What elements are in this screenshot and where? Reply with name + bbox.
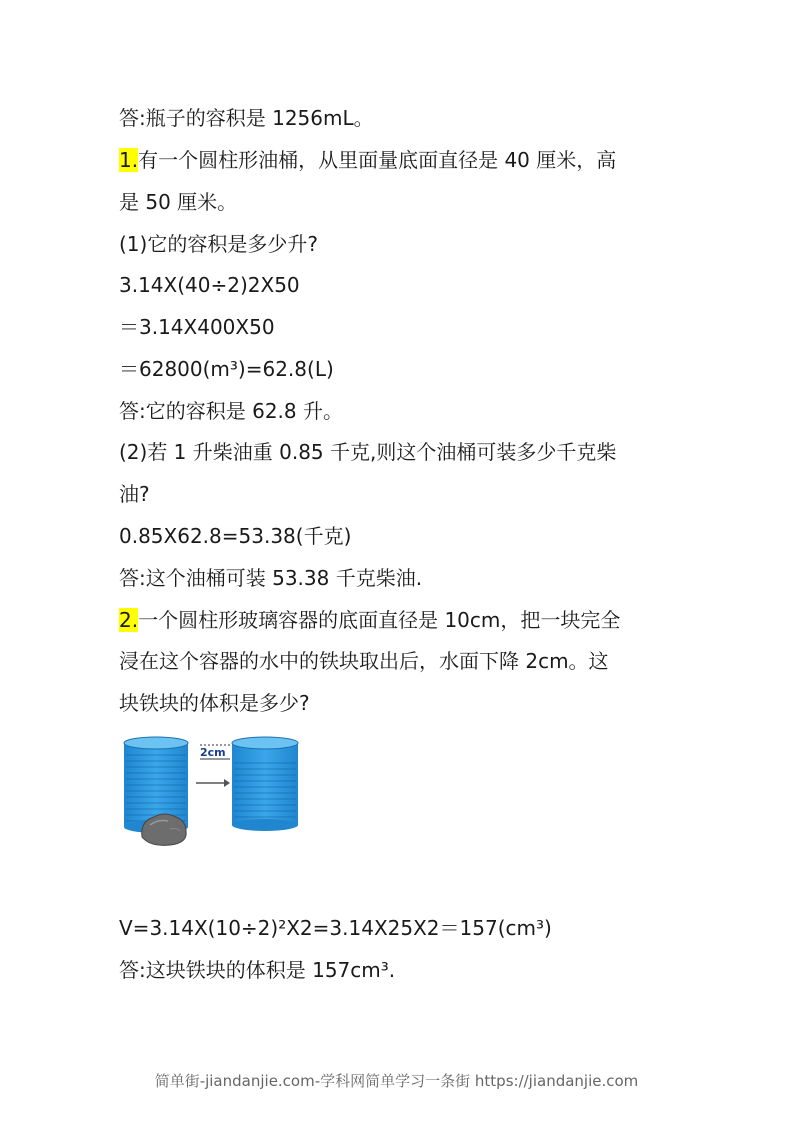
answer-line-2: 答:这个油桶可装 53.38 千克柴油.	[119, 566, 423, 590]
drop-label: 2cm	[200, 746, 226, 759]
question-1-line-1: 1.有一个圆柱形油桶，从里面量底面直径是 40 厘米，高	[119, 148, 617, 172]
answer-line-bottle: 答:瓶子的容积是 1256mL。	[119, 106, 374, 130]
volume-calc-line: V=3.14X(10÷2)²X2=3.14X25X2＝157(cm³)	[119, 916, 552, 940]
question-2-line-3: 块铁块的体积是多少?	[119, 691, 310, 715]
drop-marker	[200, 745, 230, 759]
answer-line-1: 答:它的容积是 62.8 升。	[119, 399, 343, 423]
calc-line-2: ＝3.14X400X50	[119, 315, 275, 339]
page-footer: 简单街-jiandanjie.com-学科网简单学习一条街 https://jiandanjie.com	[154, 1072, 639, 1090]
question-number-highlight: 2.	[119, 608, 139, 632]
question-1-line-2: 是 50 厘米。	[119, 190, 238, 214]
calc-line-1: 3.14X(40÷2)2X50	[119, 273, 300, 297]
question-number-highlight: 1.	[119, 148, 139, 172]
calc-line-3: ＝62800(m³)=62.8(L)	[119, 357, 334, 381]
arrow-right-icon	[196, 779, 230, 787]
sub-question-2-line-1: (2)若 1 升柴油重 0.85 千克,则这个油桶可装多少千克柴	[119, 440, 617, 464]
answer-line-3: 答:这块铁块的体积是 157cm³.	[119, 958, 396, 982]
question-2-line-1: 2.一个圆柱形玻璃容器的底面直径是 10cm，把一块完全	[119, 608, 621, 632]
question-2-line-2: 浸在这个容器的水中的铁块取出后，水面下降 2cm。这	[119, 649, 609, 673]
sub-question-2-line-2: 油?	[119, 482, 150, 506]
cylinder-illustration	[120, 733, 310, 848]
sub-question-1: (1)它的容积是多少升?	[119, 232, 318, 256]
calc-line-4: 0.85X62.8=53.38(千克)	[119, 524, 352, 548]
right-cylinder	[232, 737, 298, 831]
